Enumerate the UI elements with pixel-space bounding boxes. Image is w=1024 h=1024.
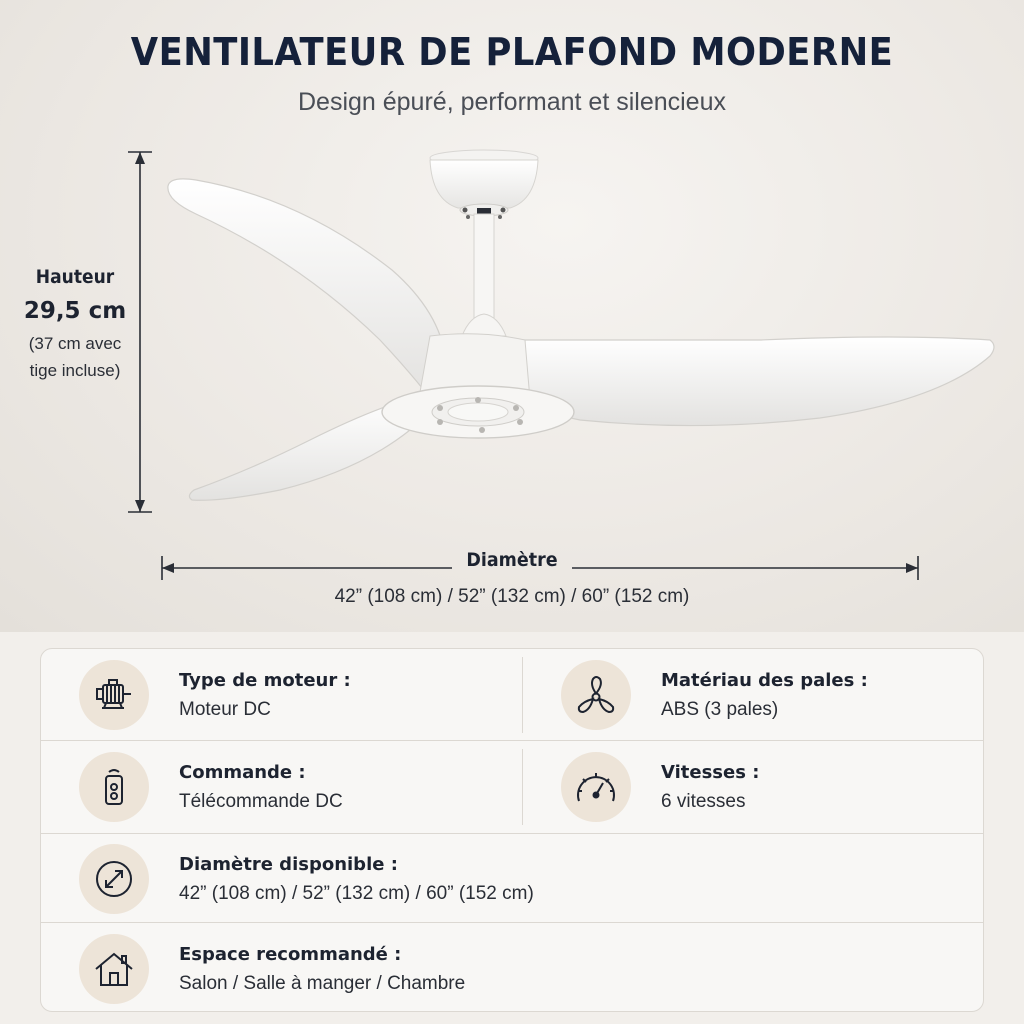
height-annotation	[14, 266, 136, 384]
divider	[41, 740, 983, 741]
spec-motor-type	[79, 659, 351, 731]
spec-blade-material	[561, 659, 868, 731]
spec-value: Moteur DC	[179, 698, 271, 720]
spec-label: Commande :	[179, 761, 306, 783]
speedometer-icon	[561, 752, 631, 822]
remote-control-icon	[79, 752, 149, 822]
height-note: (37 cm avec tige incluse)	[28, 334, 122, 380]
height-label: Hauteur	[35, 266, 115, 288]
fan-motor-hub	[382, 386, 574, 438]
divider	[522, 657, 523, 733]
spec-speeds	[561, 751, 759, 823]
spec-label: Vitesses :	[661, 761, 760, 783]
spec-value: ABS (3 pales)	[661, 698, 779, 720]
spec-label: Diamètre disponible :	[179, 853, 398, 875]
diameter-value: 42” (108 cm) / 52” (132 cm) / 60” (152 cm)	[334, 586, 690, 607]
diameter-arrows-icon	[79, 844, 149, 914]
house-icon	[79, 934, 149, 1004]
spec-recommended-room	[79, 933, 465, 1005]
spec-available-diameter	[79, 843, 534, 915]
divider	[41, 922, 983, 923]
specs-panel	[40, 648, 984, 1012]
spec-value: 6 vitesses	[661, 790, 746, 812]
spec-label: Espace recommandé :	[179, 943, 402, 965]
divider	[41, 833, 983, 834]
page-subtitle: Design épuré, performant et silencieux	[297, 88, 726, 116]
page-title: VENTILATEUR DE PLAFOND MODERNE	[130, 30, 894, 74]
fan-blades-icon	[561, 660, 631, 730]
spec-label: Matériau des pales :	[661, 669, 868, 691]
spec-value: Salon / Salle à manger / Chambre	[179, 972, 466, 994]
fan-downrod	[474, 214, 494, 320]
diameter-label: Diamètre	[466, 549, 558, 571]
motor-icon	[79, 660, 149, 730]
fan-blades	[168, 179, 994, 500]
height-value: 29,5 cm	[23, 298, 127, 324]
spec-label: Type de moteur :	[179, 669, 351, 691]
fan-canopy	[430, 150, 538, 219]
spec-value: Télécommande DC	[179, 790, 343, 812]
spec-control	[79, 751, 343, 823]
spec-value: 42” (108 cm) / 52” (132 cm) / 60” (152 cm)	[179, 882, 534, 904]
divider	[522, 749, 523, 825]
